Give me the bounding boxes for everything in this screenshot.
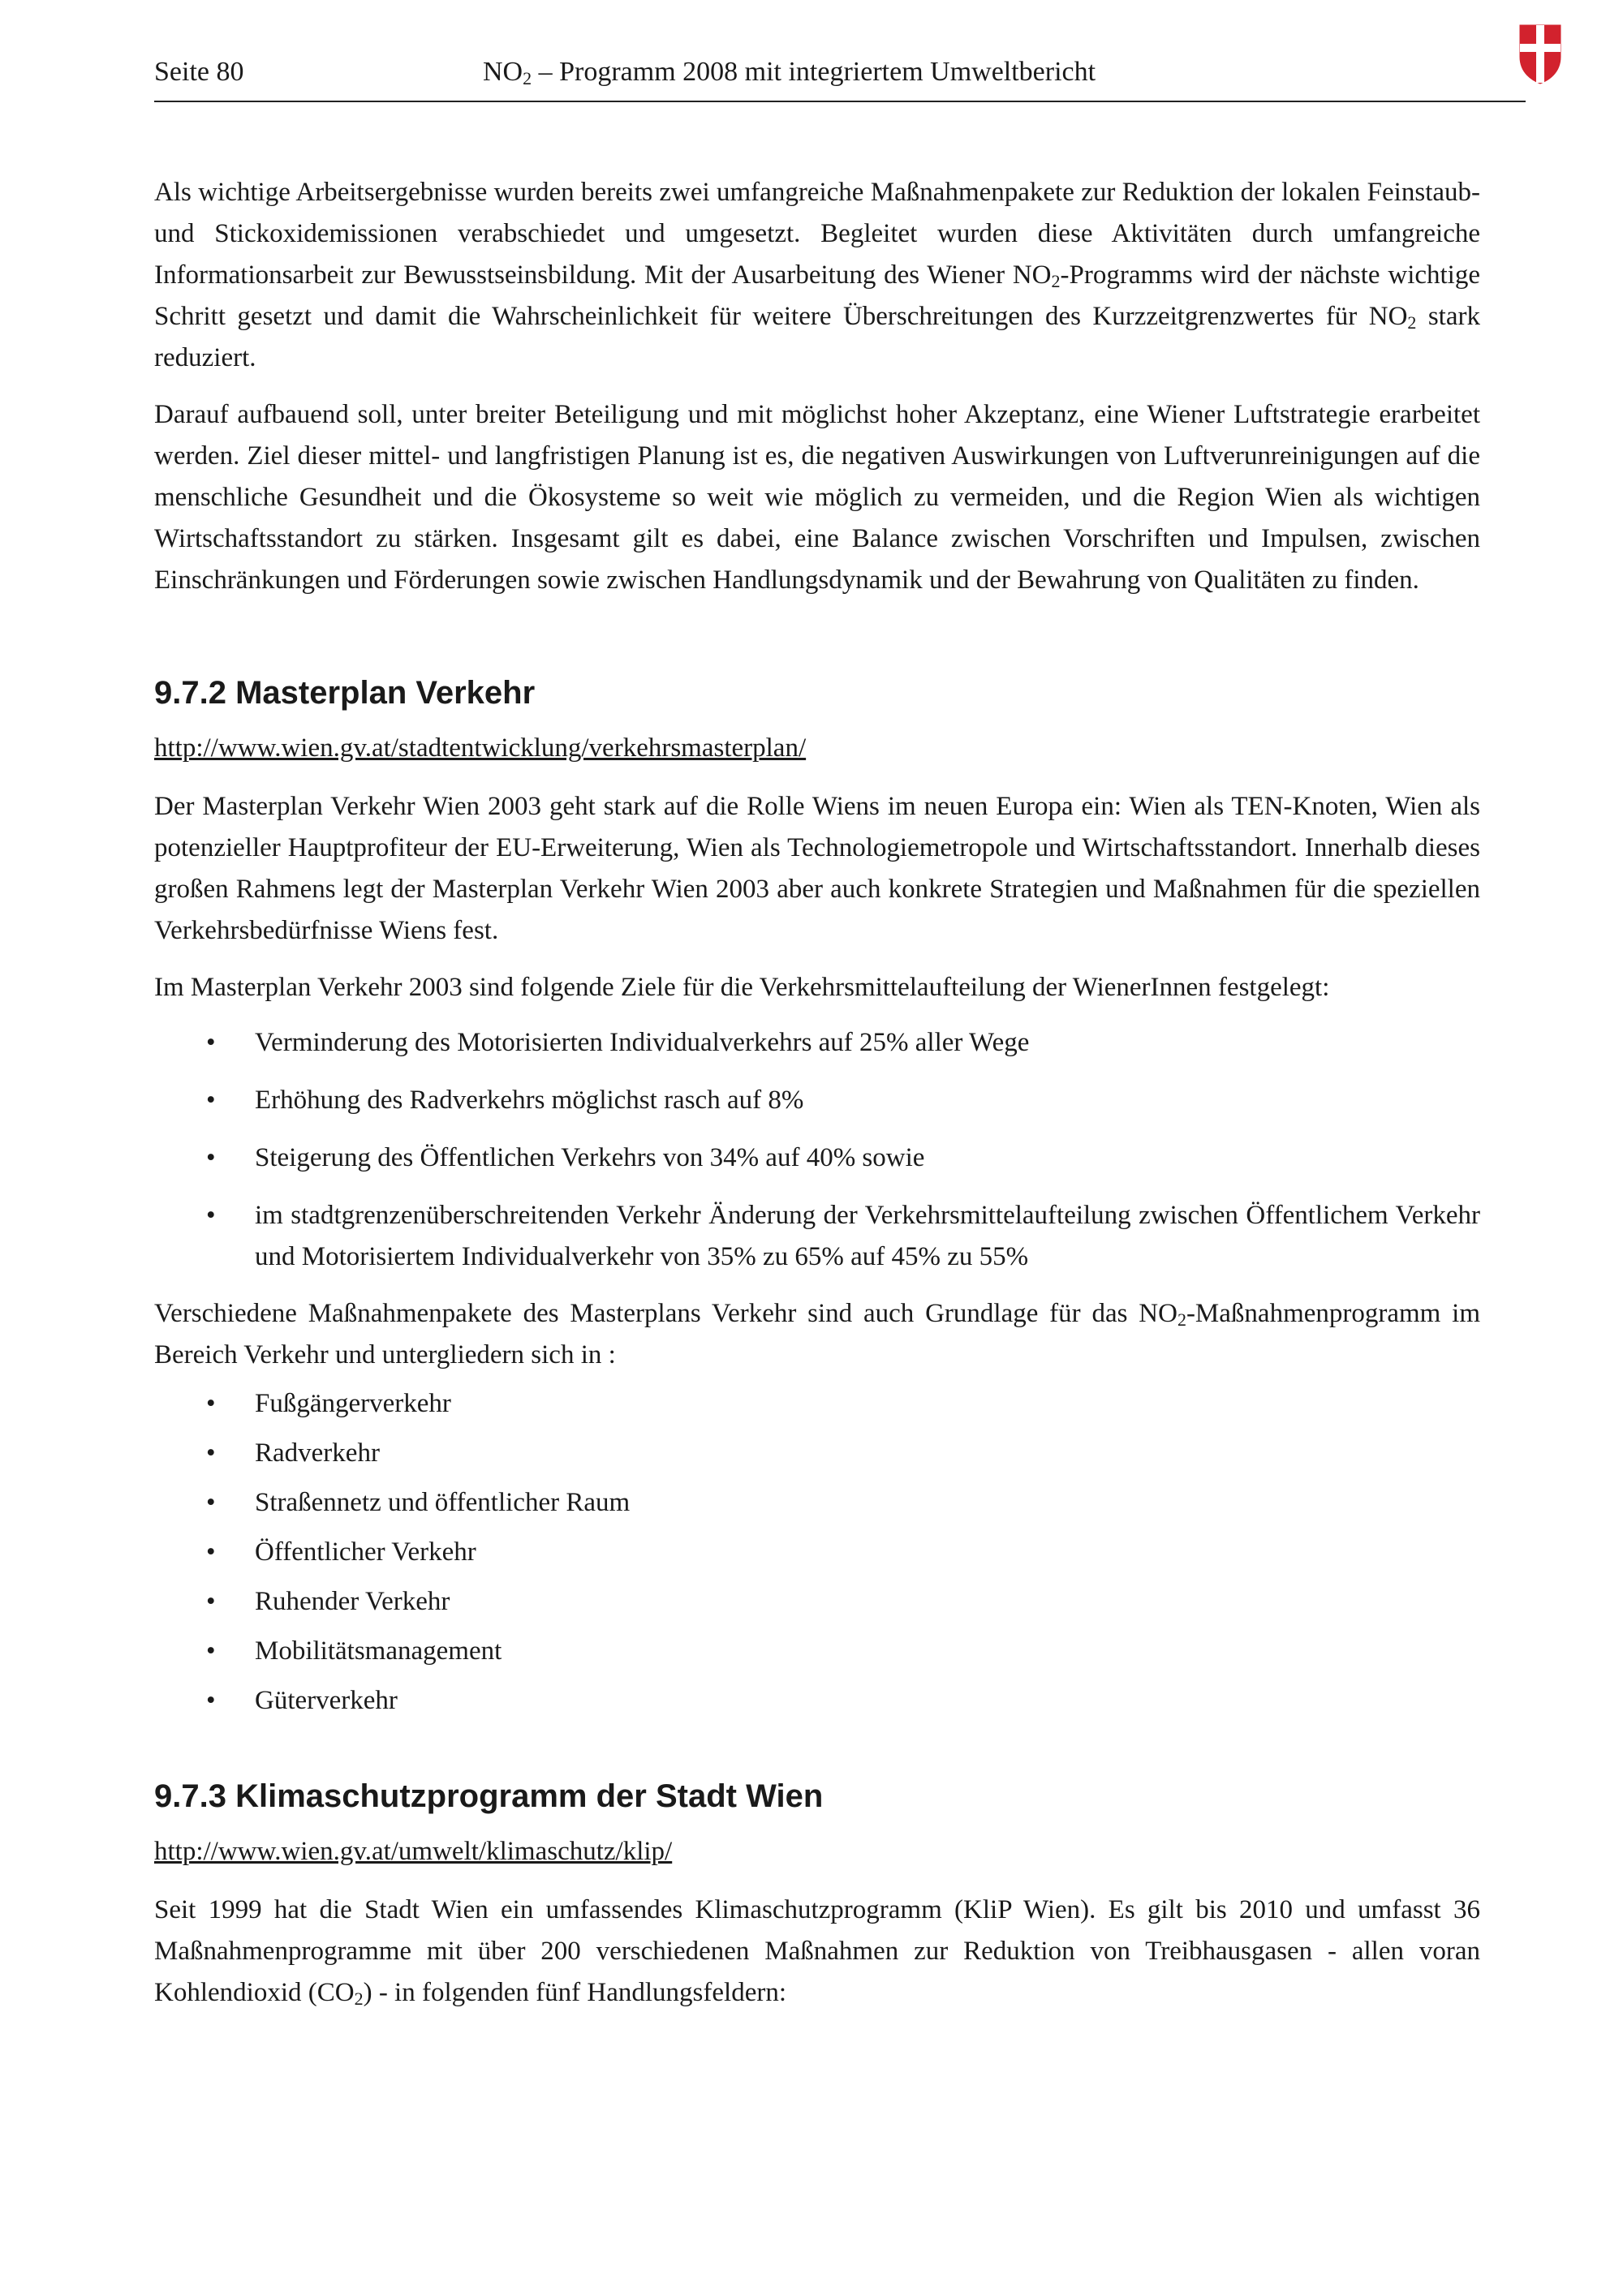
paragraph-air-strategy: Darauf aufbauend soll, unter breiter Beteiligung und mit möglichst hoher Akzeptanz, eine Wiener Luftstrategie erarbeitet werden. Ziel dieser mittel- und langfristigen Planung ist es, die negativen Auswirkungen von Luftverunreinigungen auf die menschliche Gesundheit und die Ökosysteme so weit wie möglich zu vermeiden, und die Region Wien als wichtigen Wirtschaftsstandort zu stärken. Insgesamt gilt es dabei, eine Balance zwischen Vorschriften und Impulsen, zwischen Einschränkungen und Förderungen sowie zwischen Handlungsdynamik und der Bewahrung von Qualitäten zu finden.	[154, 400, 1480, 595]
list-item: • Erhöhung des Radverkehrs möglichst rasch auf 8%	[154, 1080, 1480, 1121]
bullet-icon: •	[206, 1143, 216, 1172]
link-verkehrsmasterplan[interactable]: http://www.wien.gv.at/stadtentwicklung/verkehrsmasterplan/	[154, 733, 807, 763]
heading-klimaschutzprogramm: 9.7.3 Klimaschutzprogramm der Stadt Wien	[154, 1778, 824, 1814]
page-header	[154, 57, 1526, 102]
list-item: • Radverkehr	[154, 1429, 1480, 1478]
bullet-icon: •	[206, 1686, 216, 1715]
paragraph-measure-packages: Verschiedene Maßnahmenpakete des Masterplans Verkehr sind auch Grundlage für das $NO_2$-Maßnahmenprogramm im Bereich Verkehr und untergliedern sich in :	[154, 1299, 1480, 1369]
crest-cross-vertical	[1536, 25, 1544, 83]
crest-cross-horizontal	[1520, 44, 1561, 52]
page-number: Seite 80	[154, 57, 244, 87]
bullet-icon: •	[206, 1537, 216, 1567]
list-measure-packages	[154, 1379, 1480, 1726]
bullet-icon: •	[206, 1488, 216, 1517]
bullet-icon: •	[206, 1438, 216, 1468]
list-item: • Ruhender Verkehr	[154, 1577, 1480, 1627]
paragraph-masterplan-intro: Der Masterplan Verkehr Wien 2003 geht stark auf die Rolle Wiens im neuen Europa ein: Wien als TEN-Knoten, Wien als potenzieller Hauptprofiteur der EU-Erweiterung, Wien als Technologiemetropole und Wirtschaftsstandort. Innerhalb dieses großen Rahmens legt der Masterplan Verkehr Wien 2003 aber auch konkrete Strategien und Maßnahmen für die speziellen Verkehrsbedürfnisse Wiens fest.	[154, 792, 1480, 945]
bullet-icon: •	[206, 1201, 216, 1230]
bullet-icon: •	[206, 1636, 216, 1666]
list-item: • Güterverkehr	[154, 1676, 1480, 1726]
list-item: • Steigerung des Öffentlichen Verkehrs von 34% auf 40% sowie	[154, 1137, 1480, 1179]
list-modal-split-goals	[154, 1022, 1480, 1278]
bullet-icon: •	[206, 1587, 216, 1616]
link-klimaschutz-klip[interactable]: http://www.wien.gv.at/umwelt/klimaschutz/klip/	[154, 1837, 673, 1866]
list-item: • Mobilitätsmanagement	[154, 1627, 1480, 1676]
paragraph-work-results: Als wichtige Arbeitsergebnisse wurden bereits zwei umfangreiche Maßnahmenpakete zur Reduktion der lokalen Feinstaub- und Stickoxidemissionen verabschiedet und umgesetzt. Begleitet wurden diese Aktivitäten durch umfangreiche Informationsarbeit zur Bewusstseinsbildung. Mit der Ausarbeitung des Wiener $NO_2$-Programms wird der nächste wichtige Schritt gesetzt und damit die Wahrscheinlichkeit für weitere Überschreitungen des Kurzzeitgrenzwertes für $NO_2$ stark reduziert.	[154, 178, 1480, 372]
bullet-icon: •	[206, 1028, 216, 1057]
vienna-coat-of-arms-icon	[1519, 24, 1561, 84]
list-item: • Fußgängerverkehr	[154, 1379, 1480, 1429]
paragraph-masterplan-goals-intro: Im Masterplan Verkehr 2003 sind folgende Ziele für die Verkehrsmittelaufteilung der WienerInnen festgelegt:	[154, 973, 1330, 1002]
list-item: • Straßennetz und öffentlicher Raum	[154, 1478, 1480, 1528]
heading-masterplan-verkehr: 9.7.2 Masterplan Verkehr	[154, 675, 536, 711]
bullet-icon: •	[206, 1086, 216, 1115]
list-item: • im stadtgrenzenüberschreitenden Verkehr Änderung der Verkehrsmittelaufteilung zwischen Öffentlichem Verkehr und Motorisiertem Individualverkehr von 35% zu 65% auf 45% zu 55%	[154, 1195, 1480, 1278]
paragraph-klip-intro: Seit 1999 hat die Stadt Wien ein umfassendes Klimaschutzprogramm (KliP Wien). Es gilt bis 2010 und umfasst 36 Maßnahmenprogramme mit über 200 verschiedenen Maßnahmen zur Reduktion von Treibhausgasen - allen voran Kohlendioxid $(CO_2)$ - in folgenden fünf Handlungsfeldern:	[154, 1895, 1480, 2009]
bullet-icon: •	[206, 1389, 216, 1418]
list-item: • Öffentlicher Verkehr	[154, 1528, 1480, 1577]
list-item: • Verminderung des Motorisierten Individualverkehrs auf 25% aller Wege	[154, 1022, 1480, 1064]
page-body	[154, 172, 1480, 2014]
running-title: $NO_2$ – Programm 2008 mit integriertem Umweltbericht	[483, 57, 1096, 88]
